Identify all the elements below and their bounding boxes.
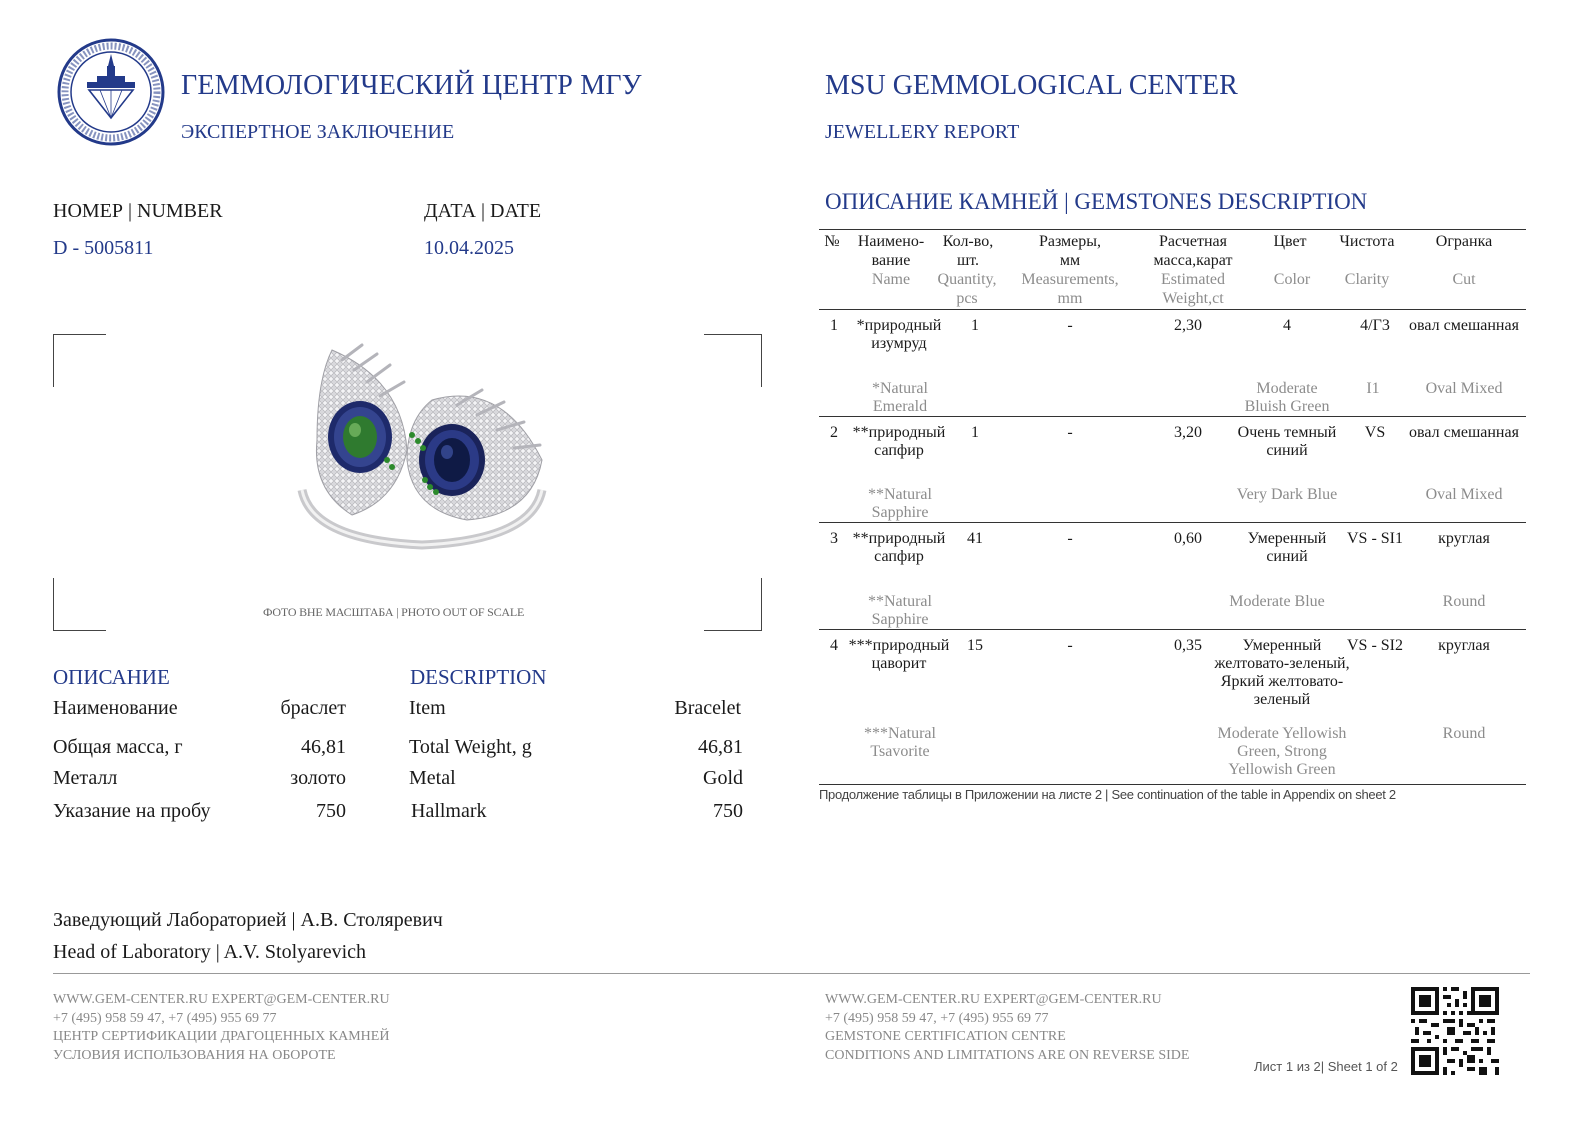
col-header-cut-ru: Огранка (1435, 233, 1493, 250)
col-header-qty-en: Quantity, pcs (937, 271, 997, 307)
col-header-weight-en: Estimated Weight,ct (1161, 271, 1225, 307)
cell-name-ru: **природный сапфир (852, 530, 946, 565)
cell-color-ru: Умеренный желтовато-зеленый, Яркий желтовато- зеленый (1214, 637, 1350, 708)
cell-qty: 41 (967, 530, 983, 547)
cell-no: 4 (830, 637, 838, 654)
bracelet-photo (292, 340, 552, 555)
cell-clarity-ru: VS - SI1 (1346, 530, 1403, 547)
cell-meas: - (1067, 424, 1073, 441)
hallmark-label-ru: Указание на пробу (53, 800, 211, 822)
footer-right-conditions: CONDITIONS AND LIMITATIONS ARE ON REVERSE SIDE (825, 1047, 1190, 1063)
weight-label-ru: Общая масса, г (53, 736, 183, 758)
weight-label-en: Total Weight, g (409, 736, 532, 758)
table-bottom-rule (819, 784, 1526, 785)
photo-scale-note: ФОТО ВНЕ МАСШТАБА | PHOTO OUT OF SCALE (263, 605, 525, 619)
weight-value-ru: 46,81 (301, 736, 346, 758)
footer-divider (53, 973, 1530, 974)
metal-label-ru: Металл (53, 767, 118, 789)
cell-meas: - (1067, 317, 1073, 334)
number-label: НОМЕР | NUMBER (53, 200, 223, 222)
item-value-en: Bracelet (674, 697, 741, 719)
col-header-meas-en: Measurements, mm (1021, 271, 1119, 307)
description-heading-ru: ОПИСАНИЕ (53, 665, 170, 689)
footer-right-phones: +7 (495) 958 59 47, +7 (495) 955 69 77 (825, 1010, 1049, 1026)
col-header-clarity-ru: Чистота (1339, 233, 1395, 250)
col-header-no: № (824, 233, 840, 250)
cell-clarity-ru: VS - SI2 (1346, 637, 1403, 654)
col-header-weight-ru: Расчетная масса,карат (1153, 233, 1233, 269)
table-top-rule (819, 229, 1526, 230)
row-divider (819, 629, 1526, 630)
metal-value-ru: золото (290, 767, 346, 789)
msu-seal-logo (57, 38, 165, 146)
table-header-rule (819, 309, 1526, 310)
col-header-cut-en: Cut (1452, 271, 1476, 288)
row-divider (819, 522, 1526, 523)
row-divider (819, 416, 1526, 417)
title-ru: ГЕММОЛОГИЧЕСКИЙ ЦЕНТР МГУ (181, 70, 642, 101)
weight-value-en: 46,81 (698, 736, 743, 758)
cell-color-en: Very Dark Blue (1236, 486, 1338, 503)
subtitle-en: JEWELLERY REPORT (825, 121, 1020, 143)
col-header-qty-ru: Кол-во, шт. (942, 233, 994, 269)
sheet-number: Лист 1 из 2| Sheet 1 of 2 (1254, 1059, 1398, 1074)
cell-color-en: Moderate Yellowish Green, Strong Yellowish Green (1217, 725, 1347, 778)
cell-name-en: ***Natural Tsavorite (864, 725, 936, 760)
hallmark-label-en: Hallmark (411, 800, 487, 822)
gemstones-title: ОПИСАНИЕ КАМНЕЙ | GEMSTONES DESCRIPTION (825, 189, 1368, 214)
hallmark-value-en: 750 (713, 800, 743, 822)
footer-right-contacts: WWW.GEM-CENTER.RU EXPERT@GEM-CENTER.RU (825, 992, 1162, 1007)
cell-no: 3 (830, 530, 838, 547)
item-label-en: Item (409, 697, 446, 719)
cell-clarity-ru: 4/Г3 (1360, 317, 1390, 334)
metal-value-en: Gold (703, 767, 743, 789)
footer-left-center: ЦЕНТР СЕРТИФИКАЦИИ ДРАГОЦЕННЫХ КАМНЕЙ (53, 1029, 390, 1044)
cell-clarity-ru: VS (1364, 424, 1386, 441)
cell-cut-ru: овал смешанная (1409, 424, 1519, 441)
cell-color-ru: Умеренный синий (1247, 530, 1327, 565)
cell-weight: 2,30 (1174, 317, 1202, 334)
signature-ru: Заведующий Лабораторией | А.В. Столяревич (53, 909, 443, 931)
cell-meas: - (1067, 530, 1073, 547)
col-header-color-en: Color (1273, 271, 1311, 288)
continuation-note: Продолжение таблицы в Приложении на листе 2 | See continuation of the table in Appendix on sheet 2 (819, 787, 1396, 802)
number-value: D - 5005811 (53, 237, 154, 259)
cell-color-ru: 4 (1283, 317, 1291, 334)
col-header-name-ru: Наимено- вание (857, 233, 925, 269)
cell-clarity-en: I1 (1366, 380, 1380, 397)
cell-name-en: *Natural Emerald (872, 380, 928, 415)
title-en: MSU GEMMOLOGICAL CENTER (825, 70, 1238, 101)
cell-no: 2 (830, 424, 838, 441)
footer-left-phones: +7 (495) 958 59 47, +7 (495) 955 69 77 (53, 1010, 277, 1026)
item-value-ru: браслет (280, 697, 346, 719)
footer-left (53, 991, 390, 1065)
date-label: ДАТА | DATE (424, 200, 542, 222)
date-value: 10.04.2025 (424, 237, 514, 259)
item-label-ru: Наименование (53, 697, 178, 719)
cell-cut-en: Round (1442, 593, 1486, 610)
cell-cut-en: Oval Mixed (1425, 380, 1503, 397)
cell-name-en: **Natural Sapphire (868, 486, 932, 521)
signature-en: Head of Laboratory | A.V. Stolyarevich (53, 941, 366, 963)
footer-left-conditions: УСЛОВИЯ ИСПОЛЬЗОВАНИЯ НА ОБОРОТЕ (53, 1047, 336, 1063)
footer-right (825, 991, 1189, 1065)
cell-name-ru: *природный изумруд (856, 317, 942, 352)
footer-left-contacts: WWW.GEM-CENTER.RU EXPERT@GEM-CENTER.RU (53, 992, 390, 1007)
cell-qty: 1 (971, 317, 979, 334)
metal-label-en: Metal (409, 767, 456, 789)
cell-color-en: Moderate Bluish Green (1244, 380, 1330, 415)
hallmark-value-ru: 750 (316, 800, 346, 822)
cell-cut-ru: круглая (1438, 530, 1490, 547)
subtitle-ru: ЭКСПЕРТНОЕ ЗАКЛЮЧЕНИЕ (181, 121, 455, 143)
cell-color-ru: Очень темный синий (1237, 424, 1337, 459)
cell-cut-en: Round (1442, 725, 1486, 742)
cell-qty: 1 (971, 424, 979, 441)
col-header-clarity-en: Clarity (1344, 271, 1390, 288)
cell-color-en: Moderate Blue (1229, 593, 1325, 610)
col-header-name-en: Name (871, 271, 911, 288)
cell-name-ru: **природный сапфир (852, 424, 946, 459)
cell-name-en: **Natural Sapphire (868, 593, 932, 628)
footer-right-center: GEMSTONE CERTIFICATION CENTRE (825, 1029, 1066, 1044)
cell-weight: 3,20 (1174, 424, 1202, 441)
cell-weight: 0,60 (1174, 530, 1202, 547)
cell-cut-en: Oval Mixed (1425, 486, 1503, 503)
cell-cut-ru: овал смешанная (1409, 317, 1519, 334)
cell-weight: 0,35 (1174, 637, 1202, 654)
col-header-meas-ru: Размеры, мм (1038, 233, 1102, 269)
cell-qty: 15 (967, 637, 983, 654)
cell-no: 1 (830, 317, 838, 334)
cell-name-ru: ***природный цаворит (848, 637, 950, 672)
col-header-color-ru: Цвет (1273, 233, 1307, 250)
description-heading-en: DESCRIPTION (410, 665, 547, 689)
cell-meas: - (1067, 637, 1073, 654)
cell-cut-ru: круглая (1438, 637, 1490, 654)
qr-code (1411, 987, 1499, 1075)
